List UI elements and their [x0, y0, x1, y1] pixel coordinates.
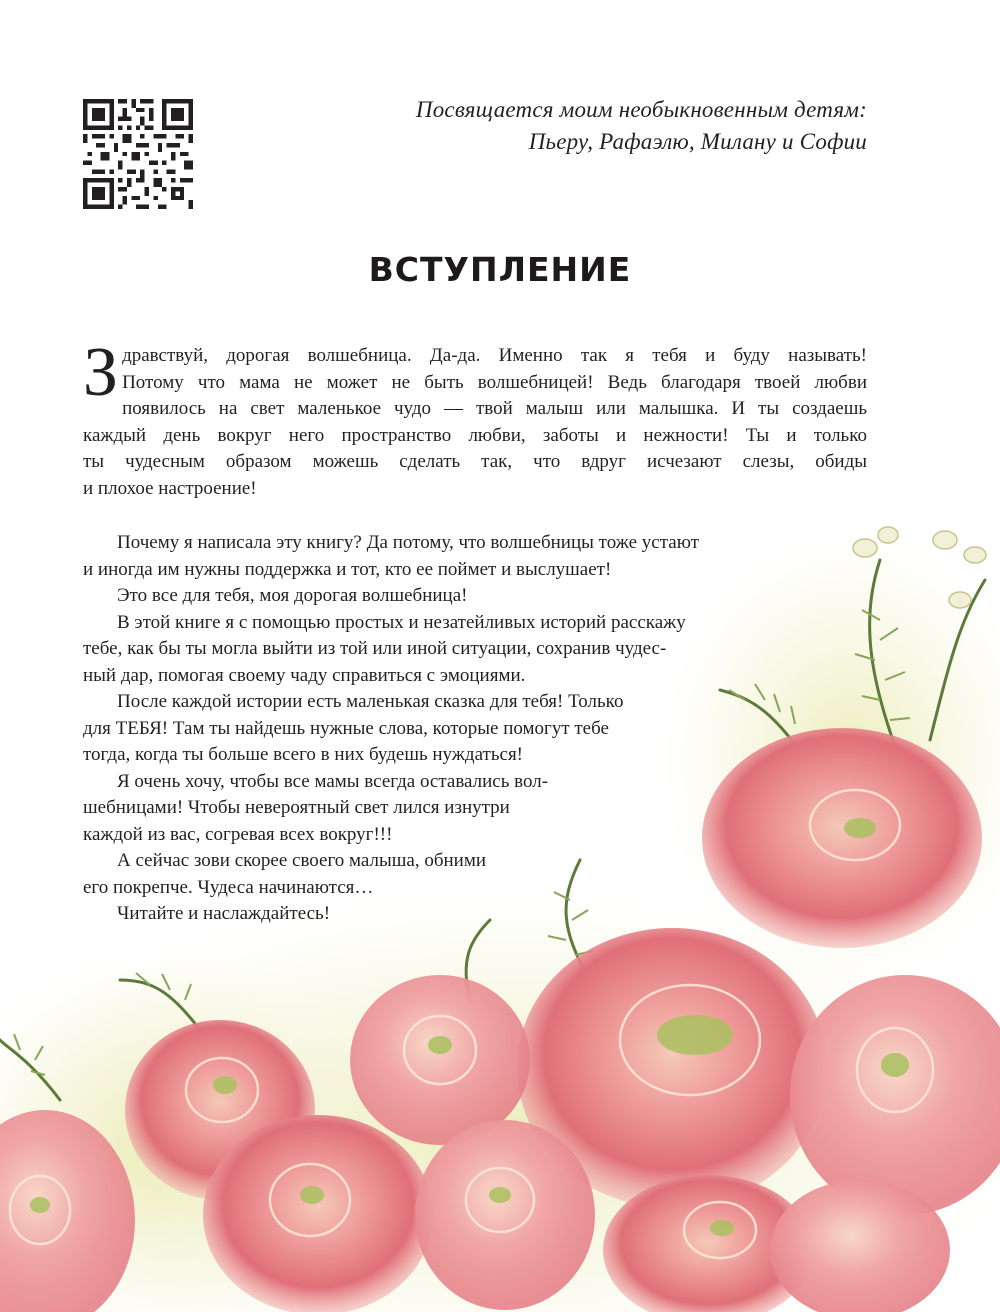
dedication-line-1: Посвящается моим необыкновенным детям:	[415, 97, 867, 122]
intro-paragraph	[83, 334, 867, 502]
intro-line: появилось на свет маленькое чудо — твой малыш или малышка. И ты создаешь	[122, 398, 867, 419]
body-line: Читайте и наслаждайтесь!	[117, 903, 331, 924]
body-line: Это все для тебя, моя дорогая волшебница!	[117, 585, 468, 606]
drop-cap: З	[83, 334, 119, 411]
dedication	[416, 94, 867, 158]
body-line: и иногда им нужны поддержка и тот, кто ее поймет и выслушает!	[83, 558, 612, 580]
body-line: его покрепче. Чудеса начинаются…	[83, 876, 374, 898]
qr-code	[83, 99, 193, 209]
intro-line: и плохое настроение!	[83, 477, 257, 499]
body-line: для ТЕБЯ! Там ты найдешь нужные слова, которые помогут тебе	[83, 717, 609, 739]
body-line: ный дар, помогая своему чаду справиться с эмоциями.	[83, 664, 526, 686]
body-line: шебницами! Чтобы невероятный свет лился изнутри	[83, 797, 510, 818]
body-line: А сейчас зови скорее своего малыша, обними	[117, 850, 487, 871]
intro-line: дравствуй, дорогая волшебница. Да-да. Именно так я тебя и буду называть!	[122, 345, 867, 366]
body-line: тебе, как бы ты могла выйти из той или иной ситуации, сохранив чудес-	[83, 638, 667, 659]
dedication-line-2: Пьеру, Рафаэлю, Милану и Софии	[528, 129, 867, 154]
body-line: После каждой истории есть маленькая сказка для тебя! Только	[117, 691, 624, 712]
body-line: каждой из вас, согревая всех вокруг!!!	[83, 823, 393, 845]
intro-line: Потому что мама не может не быть волшебницей! Ведь благодаря твоей любви	[122, 371, 867, 393]
body-text	[83, 530, 867, 928]
intro-line: каждый день вокруг него пространство любви, заботы и нежности! Ты и только	[83, 424, 867, 446]
body-line: Я очень хочу, чтобы все мамы всегда оставались вол-	[117, 770, 549, 792]
body-line: В этой книге я с помощью простых и незатейливых историй расскажу	[117, 611, 686, 633]
intro-line: ты чудесным образом можешь сделать так, что вдруг исчезают слезы, обиды	[83, 451, 867, 472]
body-line: тогда, когда ты больше всего в них будешь нуждаться!	[83, 744, 524, 765]
body-line: Почему я написала эту книгу? Да потому, что волшебницы тоже устают	[117, 532, 699, 553]
page-title: ВСТУПЛЕНИЕ	[368, 250, 632, 289]
